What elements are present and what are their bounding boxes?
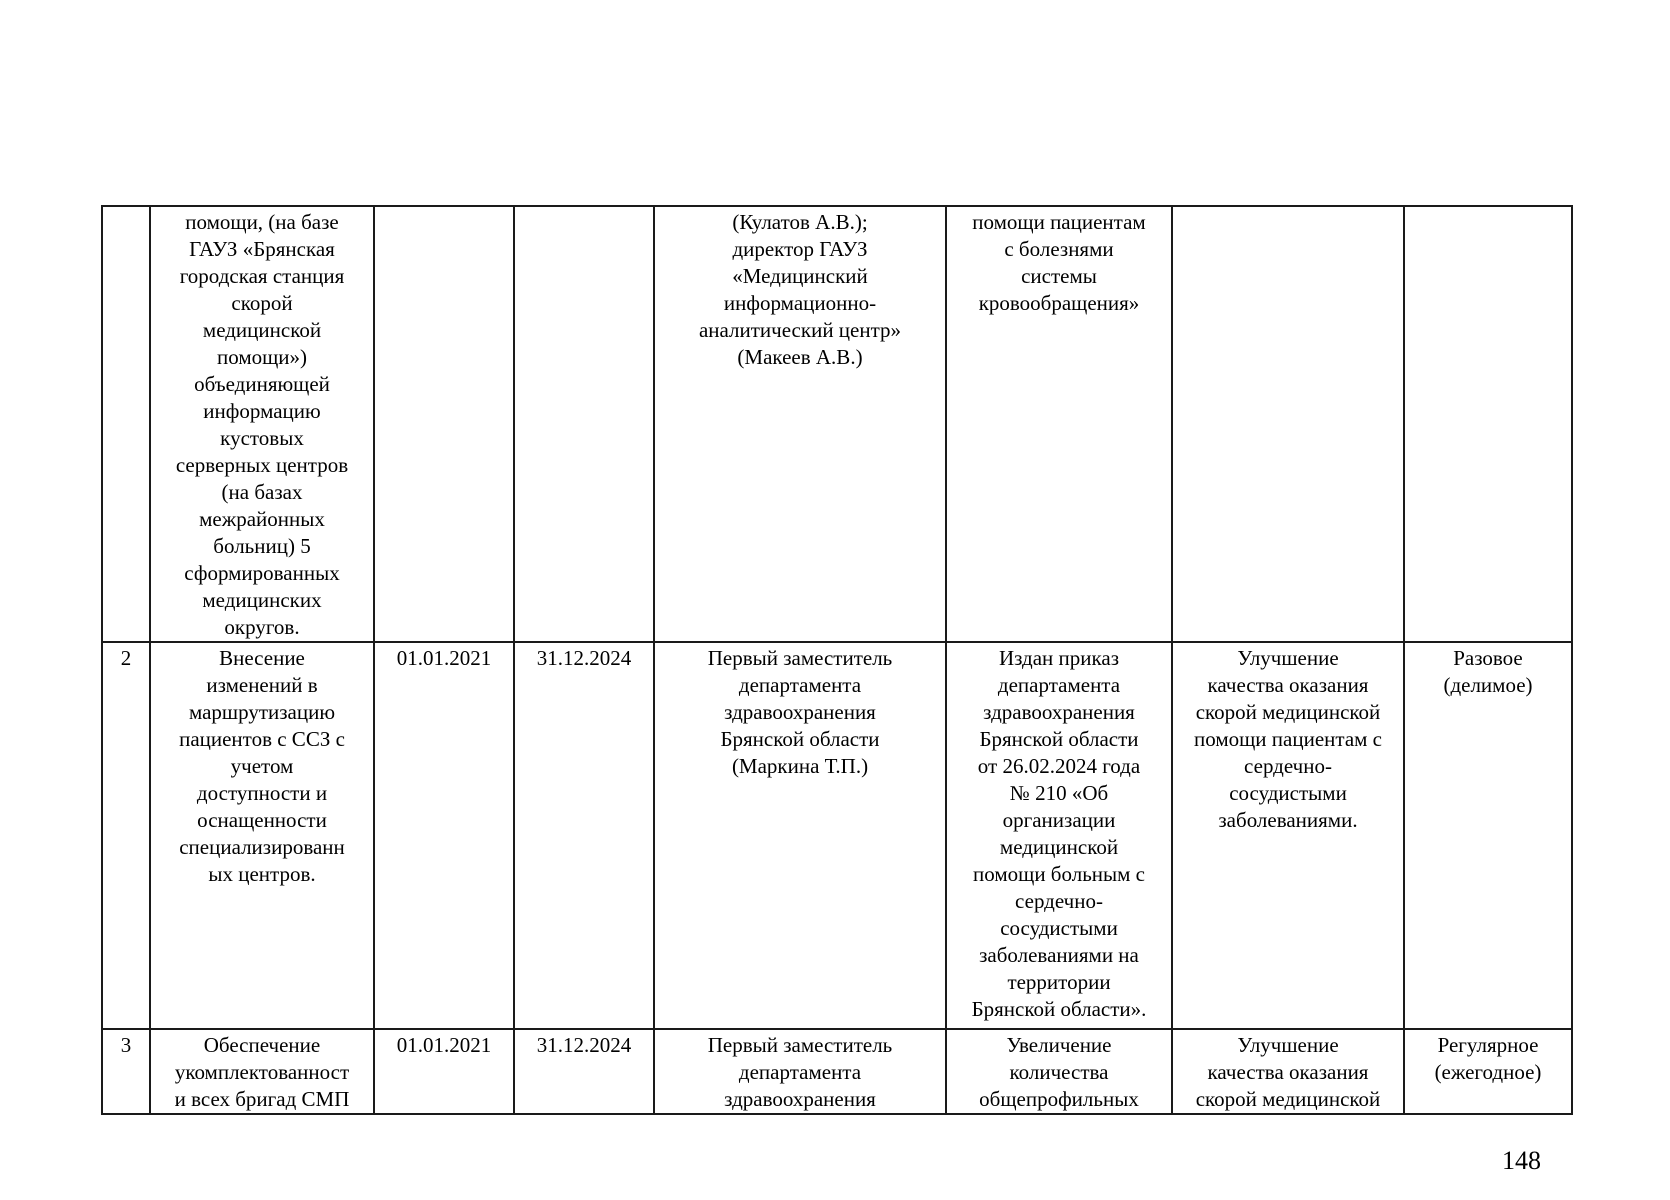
cell-end-date — [514, 206, 654, 642]
cell-type: Регулярное (ежегодное) — [1404, 1029, 1572, 1114]
cell-end-date: 31.12.2024 — [514, 642, 654, 1029]
cell-start-date: 01.01.2021 — [374, 1029, 514, 1114]
cell-activity: Внесение изменений в маршрутизацию пациентов с ССЗ с учетом доступности и оснащенности специализированн ых центров. — [150, 642, 374, 1029]
table-row — [102, 206, 1572, 642]
activities-table — [101, 205, 1573, 1115]
table-row — [102, 642, 1572, 1029]
cell-number: 3 — [102, 1029, 150, 1114]
cell-activity: помощи, (на базе ГАУЗ «Брянская городская станция скорой медицинской помощи») объединяющей информацию кустовых серверных центров (на базах межрайонных больниц) 5 сформированных медицинских округов. — [150, 206, 374, 642]
table-row — [102, 1029, 1572, 1114]
cell-type — [1404, 206, 1572, 642]
cell-result: Издан приказ департамента здравоохранения Брянской области от 26.02.2024 года № 210 «Об организации медицинской помощи больным с сердечно- сосудистыми заболеваниями на территории Брянской области». — [946, 642, 1172, 1029]
page-number: 148 — [1502, 1146, 1541, 1175]
cell-start-date — [374, 206, 514, 642]
cell-number: 2 — [102, 642, 150, 1029]
cell-type: Разовое (делимое) — [1404, 642, 1572, 1029]
cell-responsible: (Кулатов А.В.); директор ГАУЗ «Медицинский информационно- аналитический центр» (Макеев А.В.) — [654, 206, 946, 642]
cell-result: помощи пациентам с болезнями системы кровообращения» — [946, 206, 1172, 642]
cell-number — [102, 206, 150, 642]
cell-responsible: Первый заместитель департамента здравоохранения — [654, 1029, 946, 1114]
cell-result: Увеличение количества общепрофильных — [946, 1029, 1172, 1114]
cell-responsible: Первый заместитель департамента здравоохранения Брянской области (Маркина Т.П.) — [654, 642, 946, 1029]
cell-indicator — [1172, 206, 1404, 642]
cell-start-date: 01.01.2021 — [374, 642, 514, 1029]
cell-indicator: Улучшение качества оказания скорой медицинской помощи пациентам с сердечно- сосудистыми заболеваниями. — [1172, 642, 1404, 1029]
cell-indicator: Улучшение качества оказания скорой медицинской — [1172, 1029, 1404, 1114]
cell-activity: Обеспечение укомплектованност и всех бригад СМП — [150, 1029, 374, 1114]
cell-end-date: 31.12.2024 — [514, 1029, 654, 1114]
